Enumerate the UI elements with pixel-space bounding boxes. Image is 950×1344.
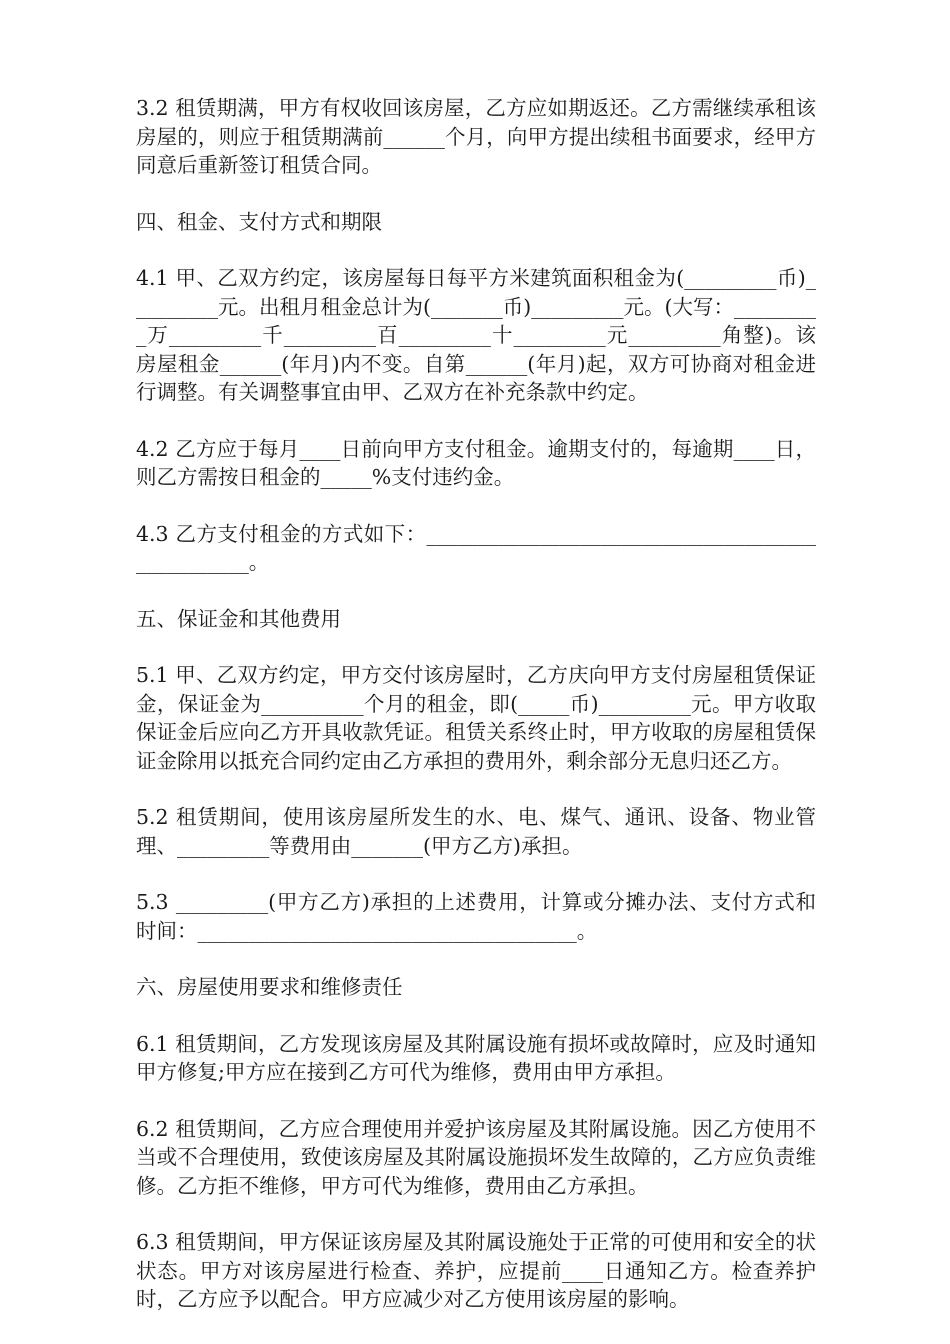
clause-5-1: 5.1 甲、乙双方约定，甲方交付该房屋时，乙方庆向甲方支付房屋租赁保证金，保证金为__________个月的租金，即(_____币)_________元。甲方收取保证金后应向乙方开具收款凭证。租赁关系终止时，甲方收取的房屋租赁保证金除用以抵充合同约定由乙方承担的费用外，剩余部分无息归还乙方。	[136, 663, 816, 773]
clause-5-2: 5.2 租赁期间，使用该房屋所发生的水、电、煤气、通讯、设备、物业管理、_________等费用由_______(甲方乙方)承担。	[136, 805, 816, 858]
section-heading-4: 四、租金、支付方式和期限	[136, 209, 382, 234]
clause-4-1: 4.1 甲、乙双方约定，该房屋每日每平方米建筑面积租金为(_________币)_________元。出租月租金总计为(_______币)_________元。(大写：_________万_________千_________百_________十_________元_________角整)。该房屋租金______(年月)内不变。自第______(年月)起，双方可协商对租金进行调整。有关调整事宜由甲、乙双方在补充条款中约定。	[136, 266, 816, 404]
clause-3-2: 3.2 租赁期满，甲方有权收回该房屋，乙方应如期返还。乙方需继续承租该房屋的，则应于租赁期满前______个月，向甲方提出续租书面要求，经甲方同意后重新签订租赁合同。	[136, 96, 816, 177]
section-heading-5: 五、保证金和其他费用	[136, 606, 341, 631]
clause-5-3: 5.3 _________(甲方乙方)承担的上述费用，计算或分摊办法、支付方式和时间：_____________________________________。	[136, 890, 816, 943]
clause-6-3: 6.3 租赁期间，甲方保证该房屋及其附属设施处于正常的可使用和安全的状状态。甲方对该房屋进行检查、养护，应提前____日通知乙方。检查养护时，乙方应予以配合。甲方应减少对乙方使用该房屋的影响。	[136, 1230, 816, 1311]
clause-6-2: 6.2 租赁期间，乙方应合理使用并爱护该房屋及其附属设施。因乙方使用不当或不合理使用，致使该房屋及其附属设施损坏发生故障的，乙方应负责维修。乙方拒不维修，甲方可代为维修，费用由乙方承担。	[136, 1116, 816, 1198]
clause-4-3: 4.3 乙方支付租金的方式如下：_________________________________________________。	[136, 521, 816, 574]
section-heading-6: 六、房屋使用要求和维修责任	[136, 975, 403, 999]
clause-6-1: 6.1 租赁期间，乙方发现该房屋及其附属设施有损坏或故障时，应及时通知甲方修复;甲方应在接到乙方可代为维修，费用由甲方承担。	[136, 1031, 816, 1084]
clause-4-2: 4.2 乙方应于每月____日前向甲方支付租金。逾期支付的，每逾期____日，则乙方需按日租金的_____%支付违约金。	[136, 436, 816, 489]
document-page	[136, 94, 816, 1342]
